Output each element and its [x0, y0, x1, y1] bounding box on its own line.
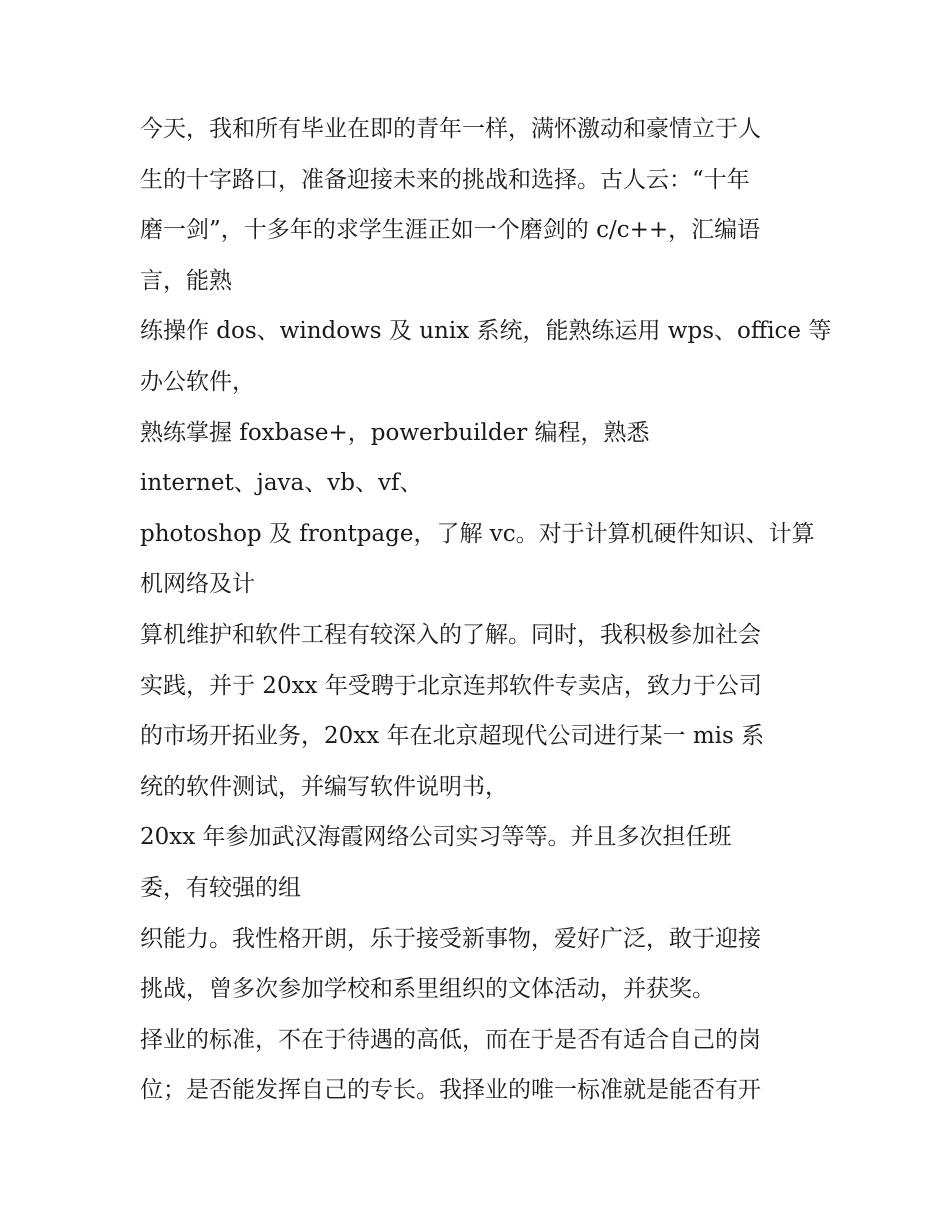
text-line: 统的软件测试，并编写软件说明书， [140, 773, 508, 800]
text-line: 位；是否能发挥自己的专长。我择业的唯一标准就是能否有开 [140, 1077, 761, 1104]
text-line: 磨一剑”，十多年的求学生涯正如一个磨剑的 c/c++，汇编语 [140, 217, 761, 244]
text-line: 挑战，曾多次参加学校和系里组织的文体活动，并获奖。 [140, 976, 715, 1003]
text-line: 今天，我和所有毕业在即的青年一样，满怀激动和豪情立于人 [140, 116, 761, 142]
text-line: 实践，并于 20xx 年受聘于北京连邦软件专卖店，致力于公司 [140, 672, 762, 699]
text-line: 算机维护和软件工程有较深入的了解。同时，我积极参加社会 [140, 621, 761, 648]
text-line: 言，能熟 [140, 267, 232, 294]
text-line: 择业的标准，不在于待遇的高低，而在于是否有适合自己的岗 [140, 1026, 761, 1053]
text-line: 机网络及计 [140, 571, 255, 598]
text-line: 练操作 dos、windows 及 unix 系统，能熟练运用 wps、office 等 [140, 318, 832, 345]
text-line: 20xx 年参加武汉海霞网络公司实习等等。并且多次担任班 [140, 824, 732, 851]
text-line: 的市场开拓业务，20xx 年在北京超现代公司进行某一 mis 系 [140, 723, 765, 750]
text-line: photoshop 及 frontpage，了解 vc。对于计算机硬件知识、计算 [140, 520, 815, 547]
body-text [140, 104, 832, 1116]
text-line: 生的十字路口，准备迎接未来的挑战和选择。古人云：“十年 [140, 166, 750, 193]
text-line: internet、java、vb、vf、 [140, 470, 423, 497]
text-line: 委，有较强的组 [140, 874, 301, 901]
text-line: 办公软件， [140, 368, 255, 395]
text-line: 熟练掌握 foxbase+，powerbuilder 编程，熟悉 [140, 419, 650, 446]
text-line: 织能力。我性格开朗，乐于接受新事物，爱好广泛，敢于迎接 [140, 925, 761, 952]
